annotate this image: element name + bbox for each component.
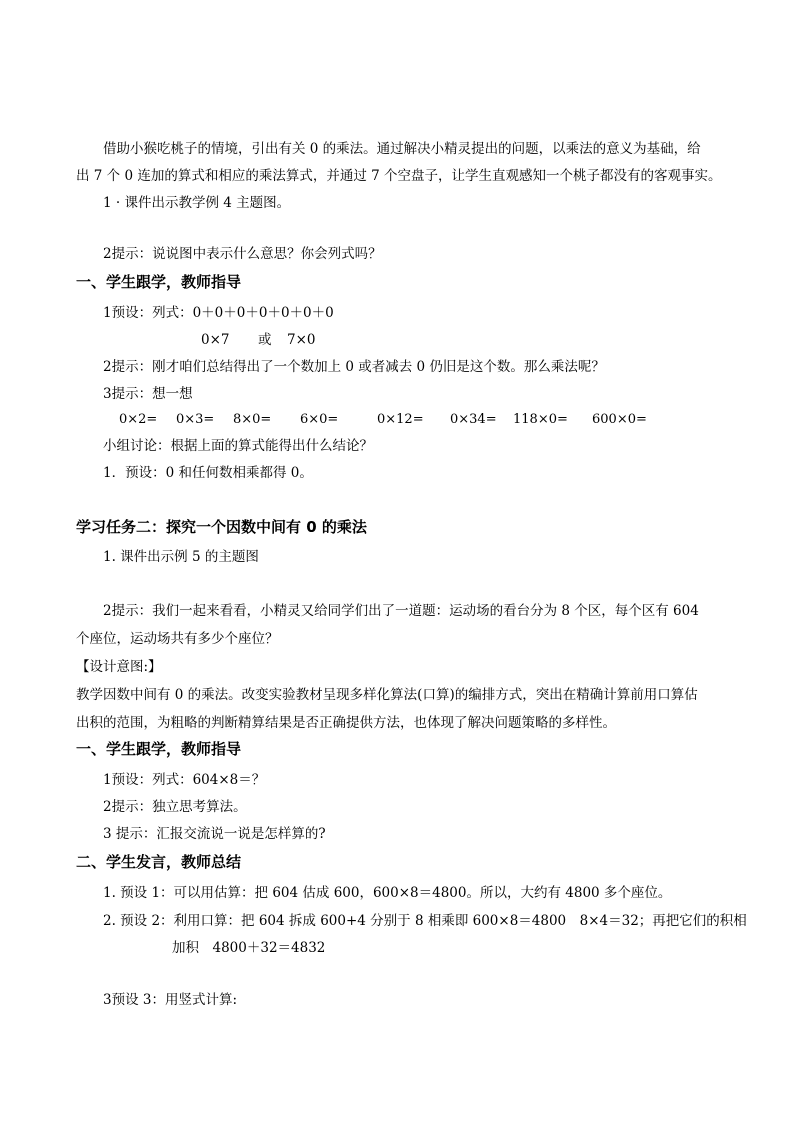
preset-mental-line-2: 加积 4800＋32＝4832 [172,940,326,956]
section-heading-follow-1: 一、学生跟学，教师指导 [76,273,242,291]
calc-item: 0×12= [377,412,424,427]
intro-item-1: 1 · 课件出示教学例 4 主题图。 [103,195,291,211]
calc-item: 0×34= [450,412,497,427]
calc-item: 0×3= [176,412,215,427]
calc-item: 118×0= [513,412,568,427]
calc-item: 6×0= [300,412,339,427]
intro-prompt-2: 2提示：说说图中表示什么意思？你会列式吗？ [103,246,382,262]
preset-mental-line-1: 2. 预设 2：利用口算：把 604 拆成 600+4 分别于 8 相乘即 600×8＝4800 8×4＝32；再把它们的积相 [103,913,747,929]
calc-item: 0×2= [119,412,158,427]
task-2-prompt-line-2: 个座位，运动场共有多少个座位？ [76,631,279,647]
design-intent-label: 【设计意图:】 [76,659,162,675]
preset-result: 1．预设：0 和任何数相乘都得 0。 [103,465,313,481]
intro-line-2: 出 7 个 0 连加的算式和相应的乘法算式，并通过 7 个空盘子，让学生直观感知一个桃子都没有的客观事实。 [76,168,722,184]
task-2-item-1: 1. 课件出示例 5 的主题图 [103,549,259,565]
design-intent-line-2: 出积的范围，为粗略的判断精算结果是否正确提供方法，也体现了解决问题策略的多样性。 [76,715,616,731]
intro-line-1: 借助小猴吃桃子的情境，引出有关 0 的乘法。通过解决小精灵提出的问题，以乘法的意义为基础，给 [103,141,701,157]
section-heading-follow-2: 一、学生跟学，教师指导 [76,740,242,758]
expression-or: 或 [258,332,272,348]
task-2-prompt-line-1: 2提示：我们一起来看看，小精灵又给同学们出了一道题：运动场的看台分为 8 个区，每个区有 604 [103,603,699,619]
preset-604x8: 1预设：列式：604×8＝？ [103,772,266,788]
section-heading-summary: 二、学生发言，教师总结 [76,853,242,871]
design-intent-line-1: 教学因数中间有 0 的乘法。改变实验教材呈现多样化算法(口算)的编排方式，突出在精确计算前用口算估 [76,687,698,703]
prompt-line-3: 3提示：想一想 [103,386,193,402]
task-2-heading: 学习任务二：探究一个因数中间有 0 的乘法 [76,518,367,536]
preset-estimate: 1. 预设 1：可以用估算：把 604 估成 600，600×8＝4800。所以，大约有 4800 多个座位。 [103,885,672,901]
preset-line-1: 1预设：列式：0＋0＋0＋0＋0＋0＋0 [103,305,334,321]
expression-0x7: 0×7 [201,332,230,348]
preset-vertical: 3预设 3：用竖式计算: [103,992,238,1008]
prompt-think: 2提示：独立思考算法。 [103,799,247,815]
prompt-report: 3 提示：汇报交流说一说是怎样算的? [103,826,326,842]
prompt-line-2: 2提示：刚才咱们总结得出了一个数加上 0 或者减去 0 仍旧是这个数。那么乘法呢？ [103,359,605,375]
calc-item: 8×0= [233,412,272,427]
calc-item: 600×0= [592,412,647,427]
expression-7x0: 7×0 [287,332,316,348]
group-discussion: 小组讨论：根据上面的算式能得出什么结论？ [103,438,373,454]
